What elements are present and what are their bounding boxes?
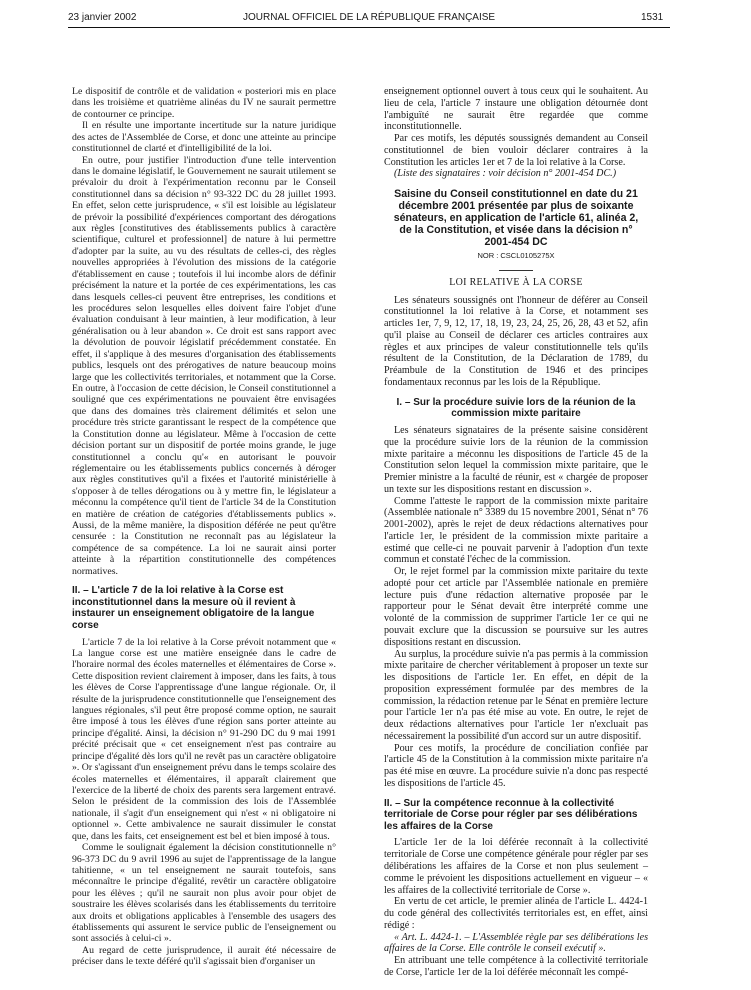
law-title: LOI RELATIVE À LA CORSE: [449, 276, 583, 288]
paragraph: Or, le rejet formel par la commission mixte paritaire du texte adopté pour cet article par l'Assemblée nationale en première lecture puis d'une rédaction alternative proposée par le rapporteur pour le Sénat devait être interprété comme une volonté de la commission de supprimer l'article 1er ce qui ne pouvait exclure que la discussion se poursuive sur les autres dispositions restant en discussion.: [384, 566, 648, 648]
header-journal-title: JOURNAL OFFICIEL DE LA RÉPUBLIQUE FRANÇAISE: [243, 12, 496, 23]
saisine-title: Saisine du Conseil constitutionnel en date du 21 décembre 2001 présentée par plus de soixante sénateurs, en application de l'article 61, alinéa 2, de la Constitution, et visée dans la décision n° 2001-454 DC: [393, 188, 639, 249]
right-column: [384, 86, 648, 979]
quoted-article: « Art. L. 4424-1. – L'Assemblée règle par ses délibérations les affaires de la Corse. Elle contrôle le conseil exécutif ».: [384, 931, 648, 955]
paragraph: Pour ces motifs, la procédure de conciliation confiée par l'article 45 de la Constitution à la commission mixte paritaire n'a pas été mise en œuvre. La procédure suivie n'a donc pas respecté les dispositions de l'article 45.: [384, 742, 648, 789]
paragraph: Au regard de cette jurisprudence, il aurait été nécessaire de préciser dans le texte déféré qu'il s'agissait bien d'organiser un: [72, 944, 336, 968]
paragraph: Par ces motifs, les députés soussignés demandent au Conseil constitutionnel de bien vouloir déclarer contraires à la Constitution les articles 1er et 7 de la loi relative à la Corse.: [384, 133, 648, 168]
left-column: [72, 86, 336, 968]
divider: [499, 270, 533, 271]
paragraph: Comme le soulignait également la décision constitutionnelle n° 96-373 DC du 9 avril 1996 au sujet de l'apprentissage de la langue tahitienne, « un tel enseignement ne saurait toutefois, sans méconnaître le principe d'égalité, revêtir un caractère obligatoire pour les élèves ; qu'il ne saurait non plus avoir pour objet de soustraire les élèves scolarisés dans les établissements du territoire aux droits et obligations applicables à l'ensemble des usagers des établissements qui assurent le service public de l'enseignement ou sont associés à celui-ci ».: [72, 842, 336, 945]
paragraph: Les sénateurs soussignés ont l'honneur de déférer au Conseil constitutionnel la loi relative à la Corse, et notamment ses articles 1er, 7, 9, 12, 17, 18, 19, 23, 24, 25, 26, 28, 43 et 52, afin qu'il plaise au Conseil de déclarer ces articles contraires aux règles et aux principes de valeur constitutionnelle tels qu'ils résultent de la Constitution, de la Déclaration de 1789, du Préambule de la Constitution de 1946 et des principes fondamentaux reconnus par les lois de la République.: [384, 294, 648, 389]
section-heading-i: I. – Sur la procédure suivie lors de la réunion de la commission mixte paritaire: [396, 396, 636, 420]
paragraph: En attribuant une telle compétence à la collectivité territoriale de Corse, l'article 1er de la loi déférée méconnaît les compé-: [384, 955, 648, 978]
header-rule: [68, 27, 670, 28]
paragraph: Les sénateurs signataires de la présente saisine considèrent que la procédure suivie lors de la réunion de la commission mixte paritaire a méconnu les dispositions de l'article 45 de la Constitution selon lequel la commission mixte paritaire, que le Premier ministre a la faculté de réunir, est « chargée de proposer un texte sur les dispositions restant en discussion ».: [384, 424, 648, 495]
paragraph: L'article 7 de la loi relative à la Corse prévoit notamment que « La langue corse est une matière enseignée dans le cadre de l'horaire normal des écoles maternelles et élémentaires de Corse ». Cette disposition revient clairement à imposer, dans les faits, à tous les élèves de Corse l'apprentissage d'une langue régionale. Or, il résulte de la jurisprudence constitutionnelle que l'enseignement des langues régionales, s'il peut être proposé comme option, ne saurait être imposé à tous les élèves d'une région sans porter atteinte au principe d'égalité. Ainsi, la décision n° 91-290 DC du 9 mai 1991 précité précisait que « cet enseignement n'est pas contraire au principe d'égalité dès lors qu'il ne revêt pas un caractère obligatoire ». Or s'agissant d'un enseignement prévu dans le temps scolaire des écoles maternelles et élémentaires, il apparaît clairement que l'exercice de la liberté de choix des parents sera largement entravé. Selon le président de la commission des lois de l'Assemblée nationale, il s'agit d'un enseignement qui n'est « ni obligatoire ni optionnel ». Cette ambivalence ne saurait dissimuler le constat que, dans les faits, cet enseignement est bel et bien imposé à tous.: [72, 636, 336, 842]
nor-reference: NOR : CSCL0105275X: [477, 251, 555, 261]
signatories-note: (Liste des signataires : voir décision n° 2001-454 DC.): [394, 168, 617, 180]
paragraph: Il en résulte une importante incertitude sur la nature juridique des actes de l'Assemblée de Corse, et donc une atteinte au principe constitutionnel de clarté et d'intelligibilité de la loi.: [72, 120, 336, 155]
header-date: 23 janvier 2002: [68, 12, 137, 23]
paragraph: Comme l'atteste le rapport de la commission mixte paritaire (Assemblée nationale n° 3389 du 15 novembre 2001, Sénat n° 76 2001-2002), après le rejet de deux rédactions alternatives pour l'article 1er, le président de la commission mixte paritaire a estimé que celle-ci ne pouvait parvenir à l'adoption d'un texte commun et constaté l'échec de la commission.: [384, 495, 649, 566]
section-heading-ii-senate: II. – Sur la compétence reconnue à la collectivité territoriale de Corse pour régler par ses délibérations les affaires de la Corse: [384, 797, 638, 832]
paragraph: Le dispositif de contrôle et de validation « posteriori mis en place dans les troisième et quatrième alinéas du IV ne saurait permettre de contourner ce principe.: [72, 86, 336, 120]
paragraph: En outre, pour justifier l'introduction d'une telle intervention dans le domaine législatif, le Gouvernement ne saurait utilement se prévaloir du droit à l'expérimentation reconnu par le Conseil constitutionnel dans sa décision n° 93-322 DC du 28 juillet 1993. En effet, selon cette jurisprudence, « s'il est loisible au législateur de prévoir la possibilité d'expériences comportant des dérogations aux règles [constitutives des établissements publics à caractère scientifique, culturel et professionnel] de nature à lui permettre d'adopter par la suite, au vu des résultats de celles-ci, des règles nouvelles appropriées à l'évolution des missions de la catégorie d'établissement en cause ; toutefois il lui incombe alors de définir précisément la nature et la portée de ces expérimentations, les cas dans lesquels celles-ci peuvent être entreprises, les conditions et les procédures selon lesquelles elles doivent faire l'objet d'une évaluation conduisant à leur maintien, à leur modification, à leur généralisation ou à leur abandon ». Ce droit est sans rapport avec la dévolution de pouvoir législatif précédemment constatée. En effet, il s'applique à des mesures d'organisation des établissements publics, lesquels ont des prérogatives de nature beaucoup moins large que les collectivités territoriales, et notamment que la Corse. En outre, à l'occasion de cette décision, le Conseil constitutionnel a souligné que ces expérimentations ne pouvaient être envisagées que dans des domaines très clairement délimités et selon une procédure très stricte garantissant le respect de la compétence que la Constitution donne au législateur. Même à l'occasion de cette décision portant sur un dispositif de portée moins grande, le juge constitutionnel a conclu qu'« en autorisant le pouvoir réglementaire ou les établissements publics concernés à déroger aux règles constitutives qu'il a fixées et l'autorité ministérielle à s'opposer à de telles dérogations ou à y mettre fin, le législateur a méconnu la compétence qu'il tient de l'article 34 de la Constitution en matière de création de catégories d'établissements publics ». Aussi, de la même manière, la disposition déférée ne peut qu'être censurée : la Constitution ne reconnaît pas au législateur la compétence de sa compétence. La loi ne saurait ainsi porter atteinte à la répartition constitutionnelle des compétences normatives.: [72, 154, 336, 577]
paragraph: L'article 1er de la loi déférée reconnaît à la collectivité territoriale de Corse une compétence générale pour régler par ses délibérations les affaires de la Corse et non plus seulement – comme le prévoient les dispositions actuellement en vigueur – « les affaires de la collectivité territoriale de Corse ».: [384, 837, 648, 896]
paragraph: enseignement optionnel ouvert à tous ceux qui le souhaitent. Au lieu de cela, l'article 7 instaure une obligation détournée dont l'ambiguïté ne saurait être regardée que comme inconstitutionnelle.: [384, 86, 648, 133]
paragraph: En vertu de cet article, le premier alinéa de l'article L. 4424-1 du code général des collectivités territoriales est, en effet, ainsi rédigé :: [384, 896, 648, 931]
paragraph: Au surplus, la procédure suivie n'a pas permis à la commission mixte paritaire de chercher véritablement à proposer un texte sur les dispositions de l'article 1er. En effet, en dépit de la proposition expressément formulée par des membres de la commission, la rédaction retenue par le Sénat en première lecture pour l'article 1er n'a pas été mise au vote. En outre, le rejet de deux rédactions alternatives pour l'article 1er n'excluait pas nécessairement la possibilité d'un accord sur un autre dispositif.: [384, 648, 649, 742]
section-heading-ii: II. – L'article 7 de la loi relative à la Corse est inconstitutionnel dans la mesure où il revient à instaurer un enseignement obligatoire de la langue corse: [72, 585, 315, 631]
header-page-number: 1531: [641, 12, 664, 23]
